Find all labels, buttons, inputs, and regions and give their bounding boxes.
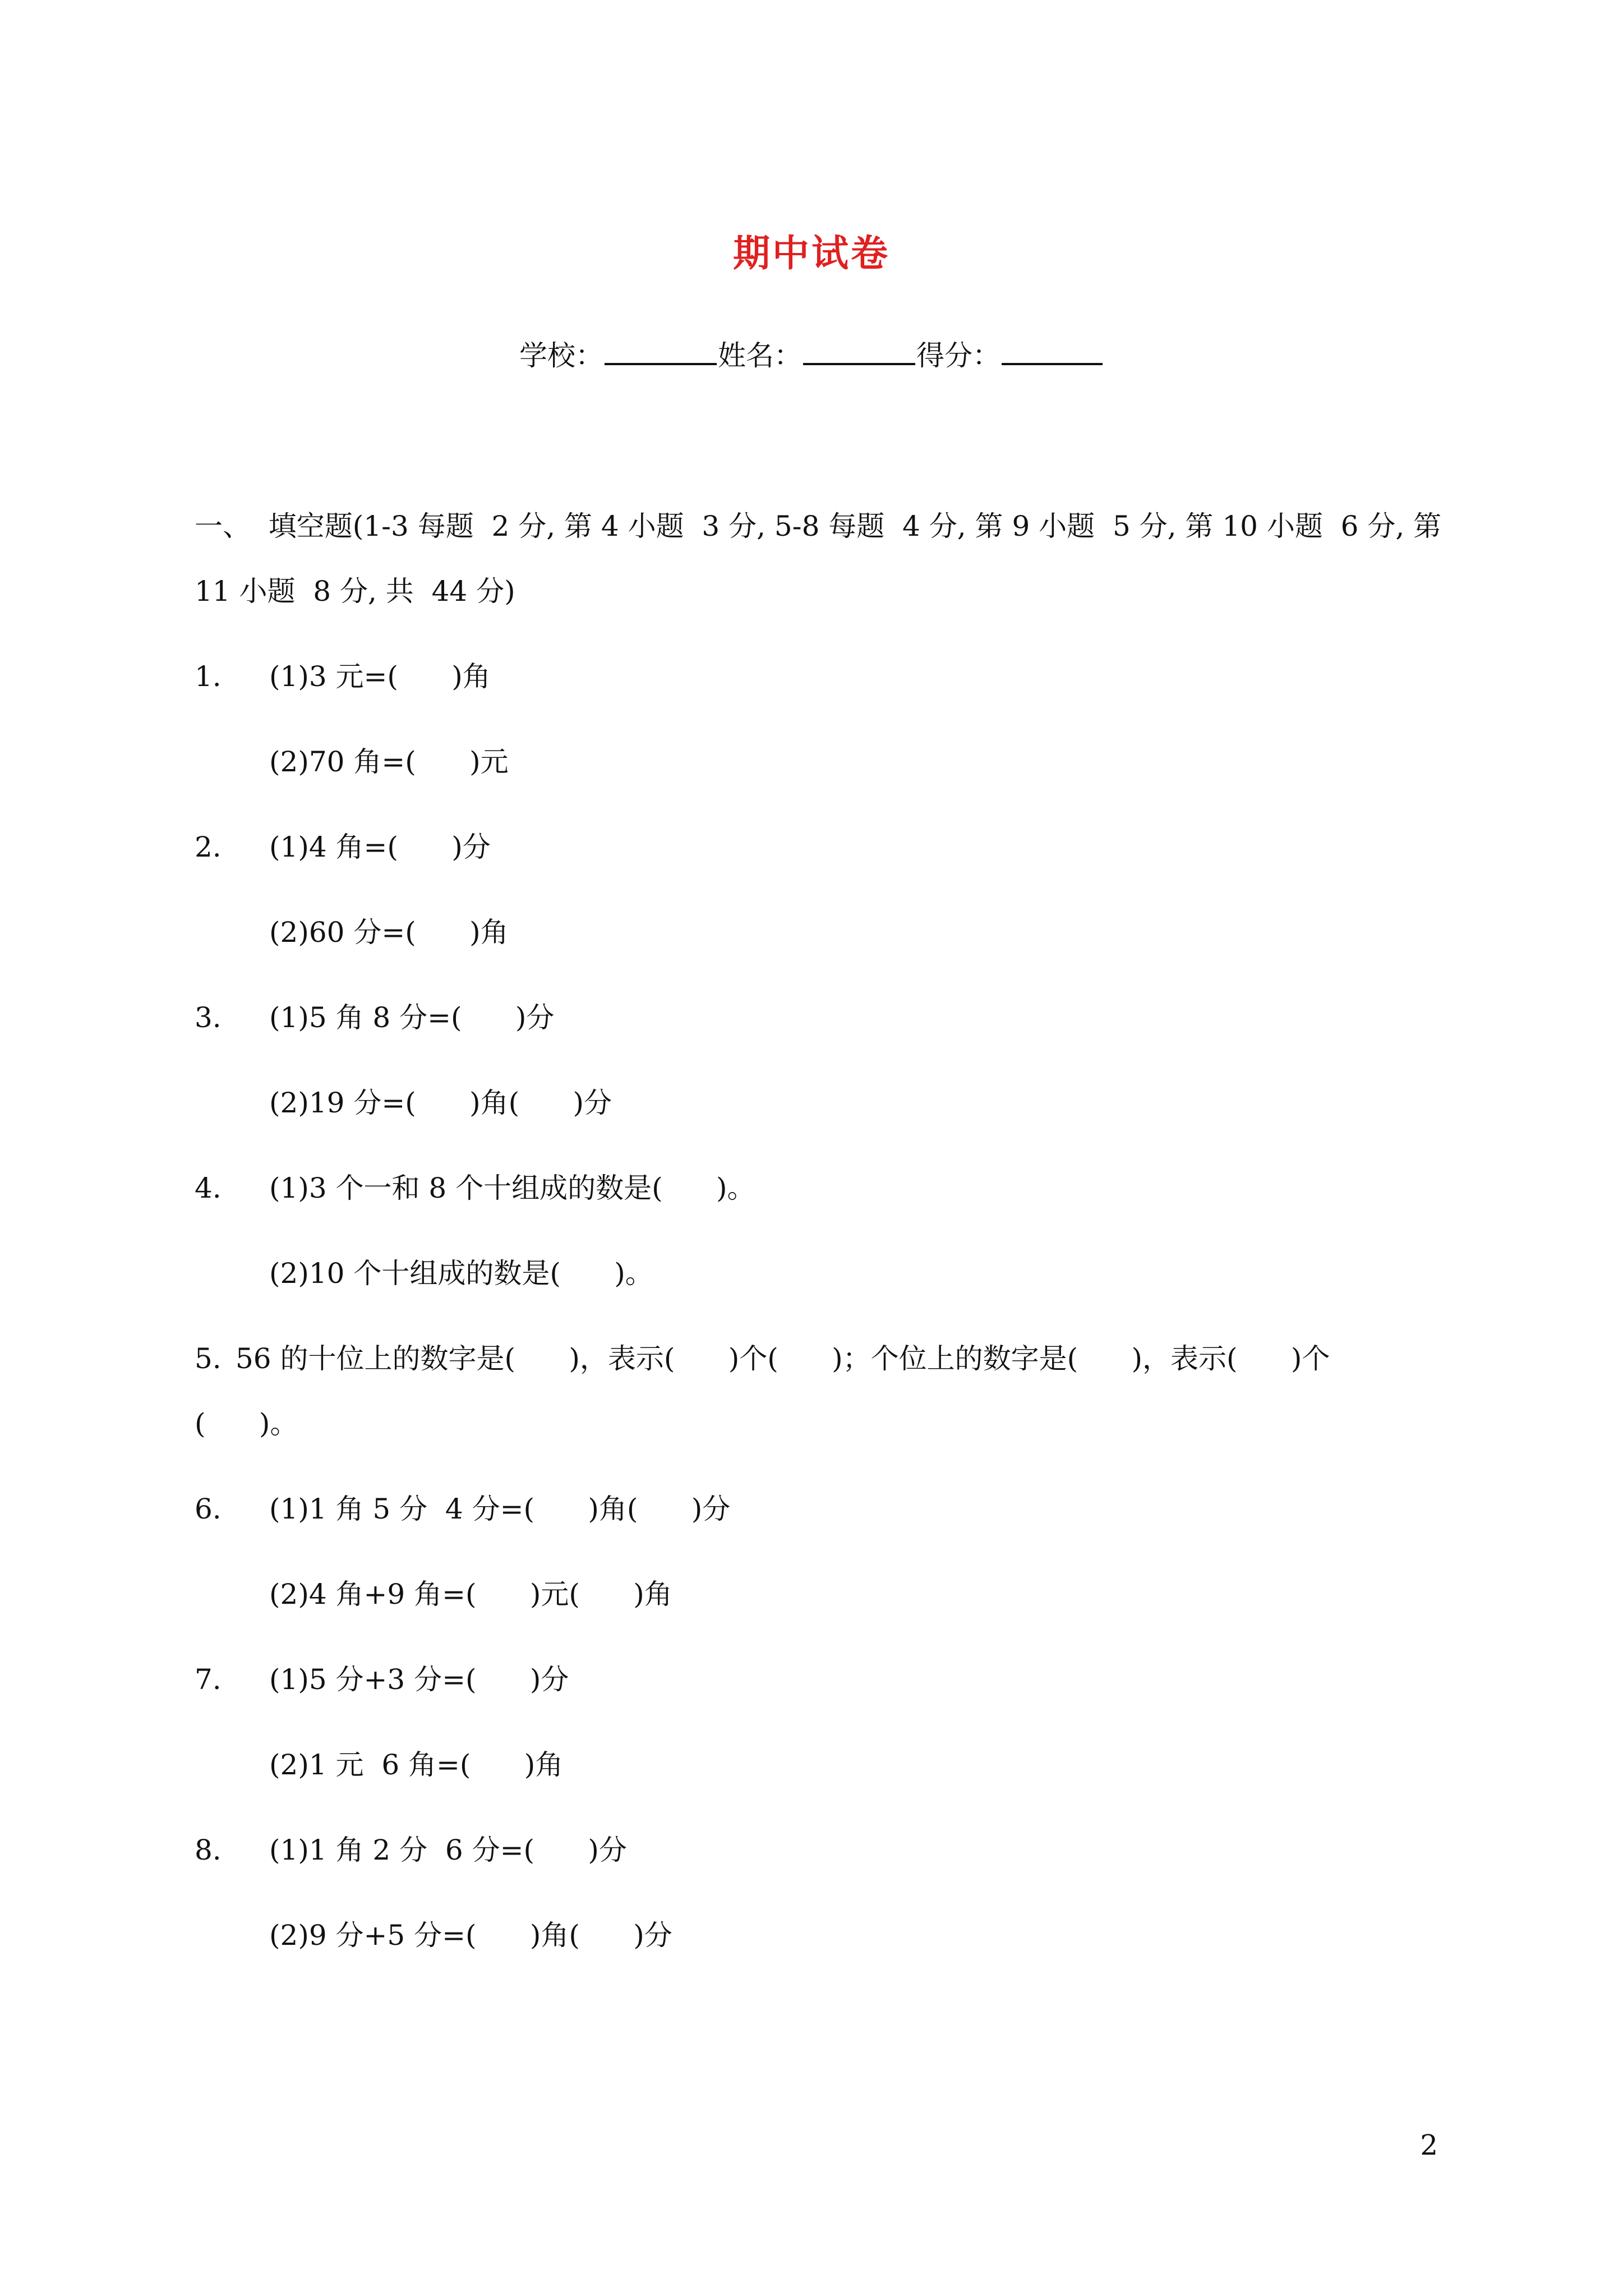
question-part: (2)4 角+9 角=( )元( )角 (269, 1578, 672, 1611)
question-number: 1. (195, 660, 222, 693)
question-number: 6. (195, 1493, 222, 1525)
question-text-line2: ( )。 (195, 1407, 298, 1440)
score-label: 得分： (916, 339, 1000, 372)
question-part: (2)9 分+5 分=( )角( )分 (269, 1919, 672, 1952)
question-part: (2)60 分=( )角 (269, 916, 509, 949)
question-number: 5. (195, 1342, 222, 1375)
school-label: 学校： (519, 339, 603, 372)
question-part: (2)10 个十组成的数是( )。 (269, 1257, 653, 1290)
question-part: (1)4 角=( )分 (269, 831, 491, 863)
page-number: 2 (1420, 2129, 1438, 2161)
question-part: (1)1 角 5 分 4 分=( )角( )分 (269, 1493, 731, 1525)
section-heading-line2: 11 小题 8 分, 共 44 分) (195, 575, 515, 608)
question-part: (1)3 元=( )角 (269, 660, 491, 693)
question-part: (2)1 元 6 角=( )角 (269, 1749, 564, 1781)
question-number: 4. (195, 1172, 222, 1204)
section-heading-line1: 一、 填空题(1-3 每题 2 分, 第 4 小题 3 分, 5-8 每题 4 分, 第 9 小题 5 分, 第 10 小题 6 分, 第 (195, 510, 1442, 542)
question-number: 7. (195, 1663, 222, 1696)
name-label: 姓名： (718, 339, 802, 372)
question-number: 8. (195, 1834, 222, 1866)
student-info-line (0, 339, 1623, 372)
school-blank (605, 339, 717, 365)
question-part: (2)70 角=( )元 (269, 746, 509, 778)
exam-title: 期中试卷 (733, 231, 890, 275)
question-part: (1)3 个一和 8 个十组成的数是( )。 (269, 1172, 755, 1204)
name-blank (803, 339, 915, 365)
question-part: (1)1 角 2 分 6 分=( )分 (269, 1834, 627, 1866)
question-number: 3. (195, 1001, 222, 1034)
question-part: (1)5 角 8 分=( )分 (269, 1001, 555, 1034)
question-part: (1)5 分+3 分=( )分 (269, 1663, 569, 1696)
question-text-line1: 56 的十位上的数字是( )，表示( )个( )；个位上的数字是( )，表示( )个 (236, 1342, 1330, 1375)
question-number: 2. (195, 831, 222, 863)
question-part: (2)19 分=( )角( )分 (269, 1087, 612, 1119)
score-blank (1002, 339, 1103, 365)
